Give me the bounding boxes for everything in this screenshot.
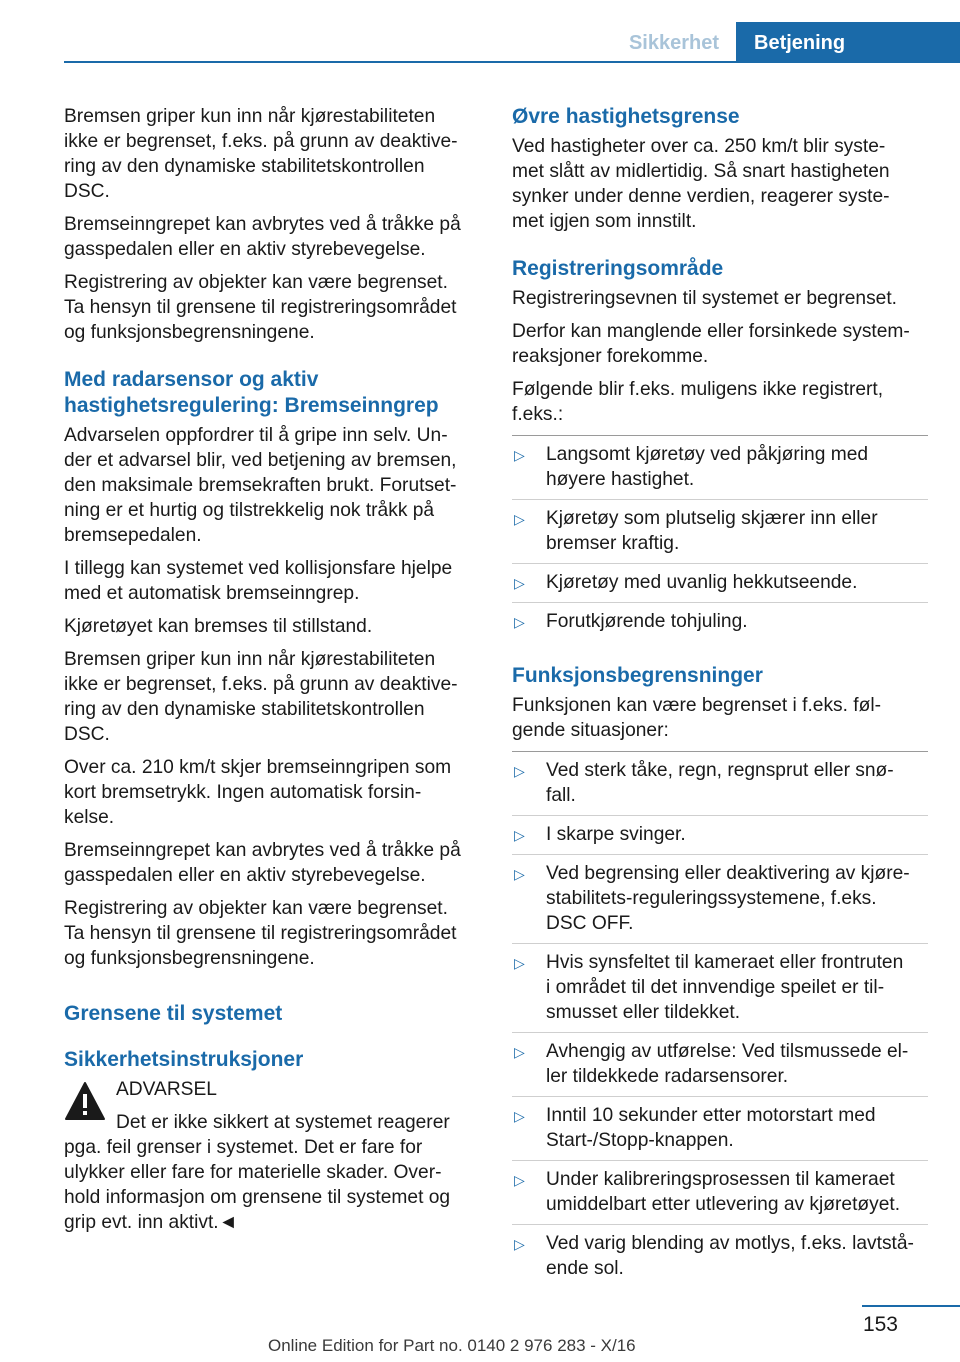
text-line: Start-/Stopp-knappen. [546,1130,734,1151]
paragraph [512,286,928,311]
text-line: Avhengig av utførelse: Ved tilsmussede el‐ [546,1041,909,1062]
text-line: ler tildekkede radarsensorer. [546,1066,789,1087]
text-line: Kjøretøyet kan bremses til stillstand. [64,616,373,637]
page-header [0,0,960,62]
triangle-bullet-icon: ▷ [514,955,525,971]
bullet-list-limitations [512,751,928,1288]
heading-line: Funksjonsbegrensninger [512,664,763,687]
list-item [512,602,928,641]
text-line: smusset eller tildekket. [546,1002,741,1023]
text-line: Det er ikke sikkert at systemet reagerer [116,1112,450,1133]
text-line: Ved hastigheter over ca. 250 km/t blir syste‐ [512,136,886,157]
section-heading-registreringsomrade [512,256,928,282]
text-line: i området til det innvendige speilet er til‐ [546,977,885,998]
text-line: gasspedalen eller en aktiv styrebevegelse. [64,239,426,260]
heading-line: Med radarsensor og aktiv [64,368,319,391]
text-line: Registreringsevnen til systemet er begrenset. [512,288,897,309]
paragraph [64,838,480,888]
warning-text [64,1110,480,1235]
paragraph [64,896,480,971]
text-line: reaksjoner forekomme. [512,346,709,367]
text-line: Funksjonen kan være begrenset i f.eks. føl‐ [512,695,881,716]
text-line: ning er et hurtig og tilstrekkelig nok tråkk på [64,500,435,521]
text-line: Over ca. 210 km/t skjer bremseinngripen som [64,757,452,778]
bullet-list-not-detected [512,435,928,641]
text-line: bremser kraftig. [546,533,680,554]
text-line: ikke er begrenset, f.eks. på grunn av deaktive‐ [64,131,458,152]
text-line: og funksjonsbegrensningene. [64,948,315,969]
paragraph [64,423,480,548]
text-line: ring av den dynamiske stabilitetskontrollen [64,156,425,177]
paragraph [64,647,480,747]
text-line: kort bremsetrykk. Ingen automatisk forsin‐ [64,782,422,803]
paragraph [64,614,480,639]
paragraph [64,556,480,606]
text-line: gasspedalen eller en aktiv styrebevegelse. [64,865,426,886]
heading-line: Registreringsområde [512,257,724,280]
text-line: umiddelbart etter utlevering av kjøretøyet. [546,1194,901,1215]
text-line: Bremseinngrepet kan avbrytes ved å tråkke på [64,214,461,235]
list-item [512,1096,928,1160]
heading-line: Øvre hastighetsgrense [512,105,740,128]
text-line: Kjøretøy med uvanlig hekkutseende. [546,572,858,593]
text-line: gende situasjoner: [512,720,669,741]
text-line: og funksjonsbegrensningene. [64,322,315,343]
text-line: Ta hensyn til grensene til registreringsområdet [64,297,457,318]
text-line: der et advarsel blir, ved betjening av bremsen, [64,450,457,471]
paragraph [64,212,480,262]
text-line: den maksimale bremsekraften brukt. Forutset‐ [64,475,457,496]
text-line: Bremsen griper kun inn når kjørestabiliteten [64,106,436,127]
warning-title: ADVARSEL [116,1079,217,1100]
triangle-bullet-icon: ▷ [514,827,525,843]
triangle-bullet-icon: ▷ [514,511,525,527]
text-line: Kjøretøy som plutselig skjærer inn eller [546,508,878,529]
heading-line: hastighetsregulering: Bremseinngrep [64,394,439,417]
text-line: I tillegg kan systemet ved kollisjonsfare hjelpe [64,558,453,579]
text-line: Inntil 10 sekunder etter motorstart med [546,1105,876,1126]
text-line: f.eks.: [512,404,564,425]
section-heading-sikkerhetsinstruksjoner [64,1047,480,1073]
tab-betjening[interactable]: Betjening [736,22,960,62]
text-line: met igjen som innstilt. [512,211,697,232]
text-line: Bremsen griper kun inn når kjørestabiliteten [64,649,436,670]
text-line: høyere hastighet. [546,469,695,490]
text-line: Langsomt kjøretøy ved påkjøring med [546,444,869,465]
text-line: Ved sterk tåke, regn, regnsprut eller snø‐ [546,760,894,781]
text-line: DSC OFF. [546,913,634,934]
text-line: synker under denne verdien, reagerer syste‐ [512,186,890,207]
list-item [512,1032,928,1096]
list-item [512,854,928,943]
text-line: ring av den dynamiske stabilitetskontrollen [64,699,425,720]
triangle-bullet-icon: ▷ [514,866,525,882]
text-line: met slått av midlertidig. Så snart hastigheten [512,161,890,182]
text-line: Ved varig blending av motlys, f.eks. lavtstå‐ [546,1233,914,1254]
list-item [512,815,928,854]
section-heading-ovre-hastighetsgrense [512,104,928,130]
header-rule [64,61,960,63]
left-column [64,104,480,1235]
list-item [512,1224,928,1288]
tab-sikkerhet[interactable]: Sikkerhet [612,22,736,62]
text-line: Registrering av objekter kan være begrenset. [64,272,448,293]
footer-rule [862,1305,960,1307]
text-line: Hvis synsfeltet til kameraet eller frontruten [546,952,904,973]
list-item [512,751,928,815]
text-line: ikke er begrenset, f.eks. på grunn av deaktive‐ [64,674,458,695]
triangle-bullet-icon: ▷ [514,575,525,591]
triangle-bullet-icon: ▷ [514,614,525,630]
triangle-bullet-icon: ▷ [514,1236,525,1252]
warning-triangle-icon [64,1081,106,1121]
triangle-bullet-icon: ▷ [514,1108,525,1124]
text-line: stabilitets-reguleringssystemene, f.eks. [546,888,877,909]
section-heading-funksjonsbegrensninger [512,663,928,689]
text-line: kelse. [64,807,115,828]
text-line: Ta hensyn til grensene til registreringsområdet [64,923,457,944]
triangle-bullet-icon: ▷ [514,1044,525,1060]
list-item [512,435,928,499]
text-line: ende sol. [546,1258,624,1279]
text-line: med et automatisk bremseinngrep. [64,583,360,604]
paragraph [64,104,480,204]
text-line: Derfor kan manglende eller forsinkede system‐ [512,321,910,342]
text-line: Bremseinngrepet kan avbrytes ved å tråkke på [64,840,461,861]
paragraph [64,755,480,830]
text-line: I skarpe svinger. [546,824,686,845]
text-line: Følgende blir f.eks. muligens ikke registrert, [512,379,884,400]
list-item [512,1160,928,1224]
list-item [512,563,928,602]
paragraph [512,377,928,427]
text-line: grip evt. inn aktivt.◄ [64,1212,238,1233]
text-line: Advarselen oppfordrer til å gripe inn selv. Un‐ [64,425,448,446]
text-line: pga. feil grenser i systemet. Det er fare for [64,1137,423,1158]
paragraph [512,693,928,743]
right-column [512,104,928,1304]
text-line: fall. [546,785,576,806]
paragraph [512,319,928,369]
heading-line: Sikkerhetsinstruksjoner [64,1048,304,1071]
text-line: ulykker eller fare for materielle skader. Over‐ [64,1162,442,1183]
triangle-bullet-icon: ▷ [514,447,525,463]
list-item [512,499,928,563]
section-heading-radar [64,367,480,419]
paragraph [512,134,928,234]
edition-footer: Online Edition for Part no. 0140 2 976 283 - X/16 [268,1336,636,1355]
text-line: Forutkjørende tohjuling. [546,611,748,632]
triangle-bullet-icon: ▷ [514,1172,525,1188]
text-line: Registrering av objekter kan være begrenset. [64,898,448,919]
text-line: hold informasjon om grensene til systemet og [64,1187,451,1208]
section-heading-grensene [64,1001,480,1027]
text-line: DSC. [64,724,110,745]
list-item [512,943,928,1032]
page-number: 153 [862,1313,898,1336]
text-line: Under kalibreringsprosessen til kameraet [546,1169,895,1190]
text-line: Ved begrensing eller deaktivering av kjøre‐ [546,863,910,884]
text-line: DSC. [64,181,110,202]
paragraph [64,270,480,345]
triangle-bullet-icon: ▷ [514,763,525,779]
heading-line: Grensene til systemet [64,1002,283,1025]
text-line: bremsepedalen. [64,525,202,546]
warning-box [64,1077,480,1235]
